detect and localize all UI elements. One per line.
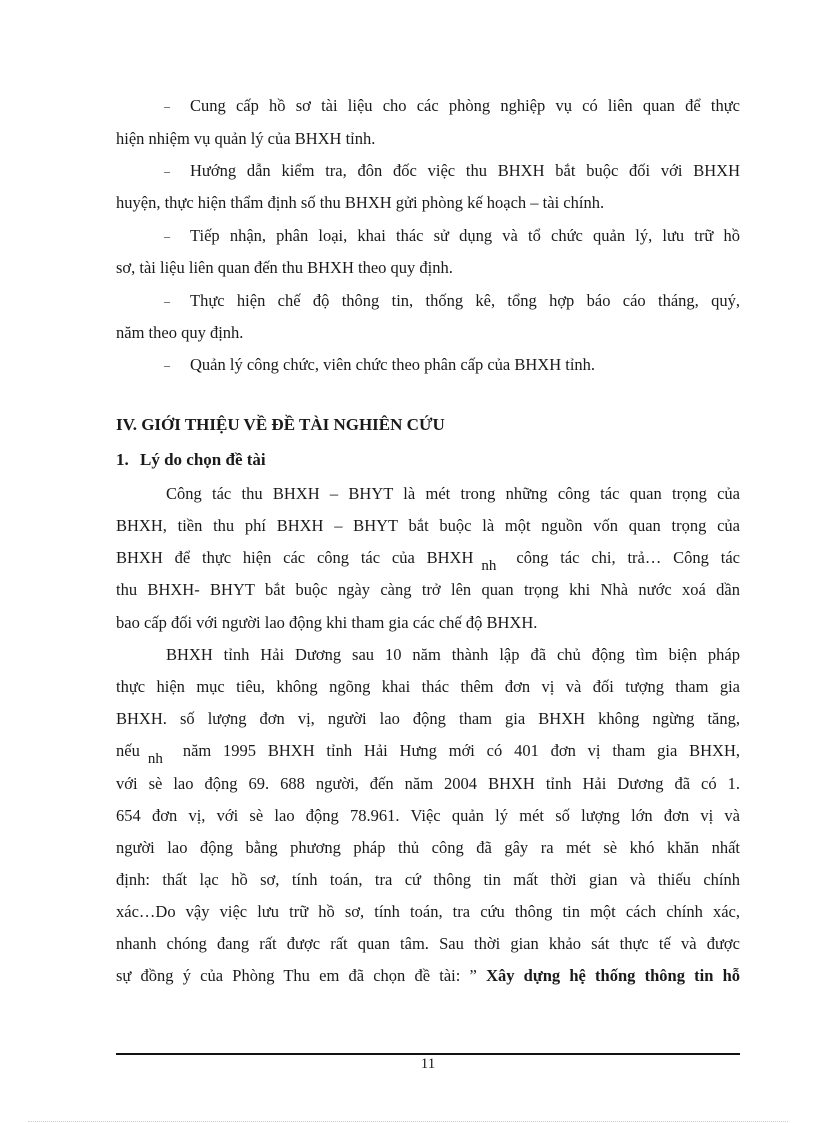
paragraph-line: định: thất lạc hồ sơ, tính toán, tra cứ thông tin mất thời gian và thiếu chính xyxy=(116,870,740,889)
bullet-dash: – xyxy=(164,99,170,113)
bullet-continuation: hiện nhiệm vụ quản lý của BHXH tỉnh. xyxy=(116,129,376,148)
bullet-dash: – xyxy=(164,229,170,243)
paragraph-line: BHXH, tiền thu phí BHXH – BHYT bắt buộc là một nguồn vốn quan trọng của xyxy=(116,516,740,535)
paragraph-line: BHXH. số lượng đơn vị, người lao động tham gia BHXH không ngừng tăng, xyxy=(116,709,740,728)
paragraph-line: với sè lao động 69. 688 người, đến năm 2004 BHXH tỉnh Hải Dương đã có 1. xyxy=(116,774,740,793)
bullet-item: – Tiếp nhận, phân loại, khai thác sử dụng và tổ chức quản lý, lưu trữ hồ xyxy=(164,226,740,245)
paragraph-line: Công tác thu BHXH – BHYT là mét trong những công tác quan trọng của xyxy=(166,484,740,503)
topic-title: Xây dựng hệ thống thông tin hỗ xyxy=(486,966,741,985)
page-number: 11 xyxy=(420,1056,436,1072)
bullet-continuation: năm theo quy định. xyxy=(116,323,244,342)
stray-fragment: nh xyxy=(481,558,497,574)
paragraph-line: xác…Do vậy việc lưu trữ hồ sơ, tính toán, tra cứu thông tin một cách chính xác, xyxy=(116,902,740,921)
page-edge-dotted-line xyxy=(28,1121,788,1122)
bullet-item: – Quản lý công chức, viên chức theo phân cấp của BHXH tỉnh. xyxy=(164,355,596,374)
paragraph-line: sự đồng ý của Phòng Thu em đã chọn đề tài: ” Xây dựng hệ thống thông tin hỗ xyxy=(116,966,741,985)
bullet-dash: – xyxy=(164,164,170,178)
paragraph-line: thu BHXH- BHYT bắt buộc ngày càng trở lên quan trọng khi Nhà nước xoá dần xyxy=(116,580,740,599)
bullet-item: – Hướng dẫn kiểm tra, đôn đốc việc thu BHXH bắt buộc đối với BHXH xyxy=(164,161,740,180)
subsection-heading xyxy=(116,449,266,471)
paragraph-line: thực hiện mục tiêu, không ngõng khai thác thêm đơn vị và đối tượng tham gia xyxy=(116,677,740,696)
subsection-title: Lý do chọn đề tài xyxy=(140,450,266,469)
paragraph-line: nhanh chóng đang rất được rất quan tâm. Sau thời gian khảo sát thực tế và được xyxy=(116,934,740,953)
bullet-continuation: huyện, thực hiện thẩm định số thu BHXH gửi phòng kế hoạch – tài chính. xyxy=(116,193,605,212)
section-heading: IV. GIỚI THIỆU VỀ ĐỀ TÀI NGHIÊN CỨU xyxy=(116,415,445,434)
bullet-dash: – xyxy=(164,358,170,372)
bullet-item: – Thực hiện chế độ thông tin, thống kê, tổng hợp báo cáo tháng, quý, xyxy=(164,291,740,310)
bullet-dash: – xyxy=(164,294,170,308)
paragraph-line: bao cấp đối với người lao động khi tham gia các chế độ BHXH. xyxy=(116,613,538,632)
bullet-item: – Cung cấp hồ sơ tài liệu cho các phòng nghiệp vụ có liên quan để thực xyxy=(164,96,740,115)
paragraph-line: BHXH để thực hiện các công tác của BHXH nh công tác chi, trả… Công tác xyxy=(116,548,740,574)
stray-fragment: nh xyxy=(147,751,163,767)
subsection-number: 1. xyxy=(116,450,129,469)
paragraph-line: BHXH tỉnh Hải Dương sau 10 năm thành lập đã chủ động tìm biện pháp xyxy=(166,645,740,664)
bullet-continuation: sơ, tài liệu liên quan đến thu BHXH theo quy định. xyxy=(116,258,453,277)
paragraph-line: người lao động bằng phương pháp thủ công đã gây ra mét sè khó khăn nhất xyxy=(116,838,740,857)
footer-rule xyxy=(116,1053,740,1055)
paragraph-line: 654 đơn vị, với sè lao động 78.961. Việc quản lý mét số lượng lớn đơn vị và xyxy=(116,806,740,825)
paragraph-line: nếu nh năm 1995 BHXH tỉnh Hải Hưng mới có 401 đơn vị tham gia BHXH, xyxy=(116,741,740,767)
